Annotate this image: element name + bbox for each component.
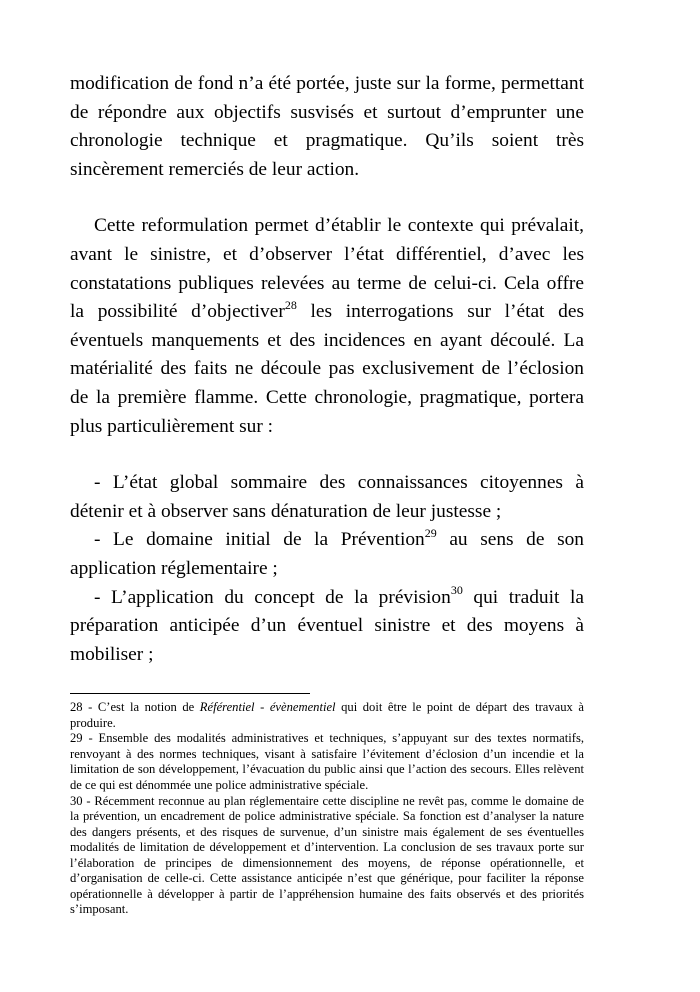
footnote-28-term: Référentiel - évènementiel <box>199 700 336 715</box>
list-item-prevention: - Le domaine initial de la Prévention$^{29}$ au sens de son application réglementaire ; <box>70 525 585 579</box>
document-page <box>70 70 584 918</box>
footnote-28: 28 - C’est la notion de Référentiel - évènementiel qui doit être le point de départ des travaux à produire. <box>70 700 584 730</box>
footnote-ref-30: 30 <box>450 583 463 598</box>
paragraph-reformulation-text-b: les interrogations sur l’état des éventuels manquements et des incidences en ayant découlé. La matérialité des faits ne découle pas exclusivement de l’éclosion de la première flamme. Cette chronologie, pragmatique, portera plus particulièrement sur : <box>70 301 585 437</box>
list-item-connaissances: - L’état global sommaire des connaissances citoyennes à détenir et à observer sans dénaturation de leur justesse ; <box>70 472 584 522</box>
footnote-separator <box>70 693 310 694</box>
footnotes <box>70 700 584 918</box>
footnote-29: 29 - Ensemble des modalités administratives et techniques, s’appuyant sur des textes normatifs, renvoyant à des normes techniques, visant à satisfaire l’évitement d’éclosion d’un incendie et la limitation de son développement, l’évacuation du public ainsi que l’action des secours. Elles relèvent de ce qui est dénommée une police administrative spéciale. <box>70 731 584 793</box>
footnote-30: 30 - Récemment reconnue au plan réglementaire cette discipline ne revêt pas, comme le domaine de la prévention, un encadrement de police administrative spéciale. Sa fonction est d’analyser la nature des dangers présents, et des risques de survenue, d’un sinistre mais également de ses éventuelles modalités de limitation de développement et d’intervention. La conclusion de ses travaux porte sur l’élaboration de principes de dimensionnement des moyens, de réponse opérationnelle, et d’organisation de celle-ci. Cette assistance anticipée n’est que générique, pour faciliter la réponse opérationnelle à développer à partir de l’appréhension humaine des faits observés et des priorités s’imposant. <box>70 793 584 917</box>
paragraph-reformulation-text-a: Cette reformulation permet d’établir le contexte qui prévalait, avant le sinistre, et d’observer l’état différentiel, d’avec les constatations publiques relevées au terme de celui-ci. Cela offre la possibilité d’objectiver <box>70 215 584 323</box>
paragraph-reformulation <box>70 212 584 441</box>
list-item-prevision: - L’application du concept de la prévision$^{30}$ qui traduit la préparation anticipée d’un éventuel sinistre et des moyens à mobiliser ; <box>70 583 584 665</box>
paragraph-continuation: modification de fond n’a été portée, juste sur la forme, permettant de répondre aux objectifs susvisés et surtout d’emprunter une chronologie technique et pragmatique. Qu’ils soient très sincèrement remerciés de leur action. <box>70 73 584 180</box>
main-text <box>70 70 584 669</box>
footnote-ref-29: 29 <box>424 525 437 540</box>
footnote-ref-28: 28 <box>284 297 297 312</box>
